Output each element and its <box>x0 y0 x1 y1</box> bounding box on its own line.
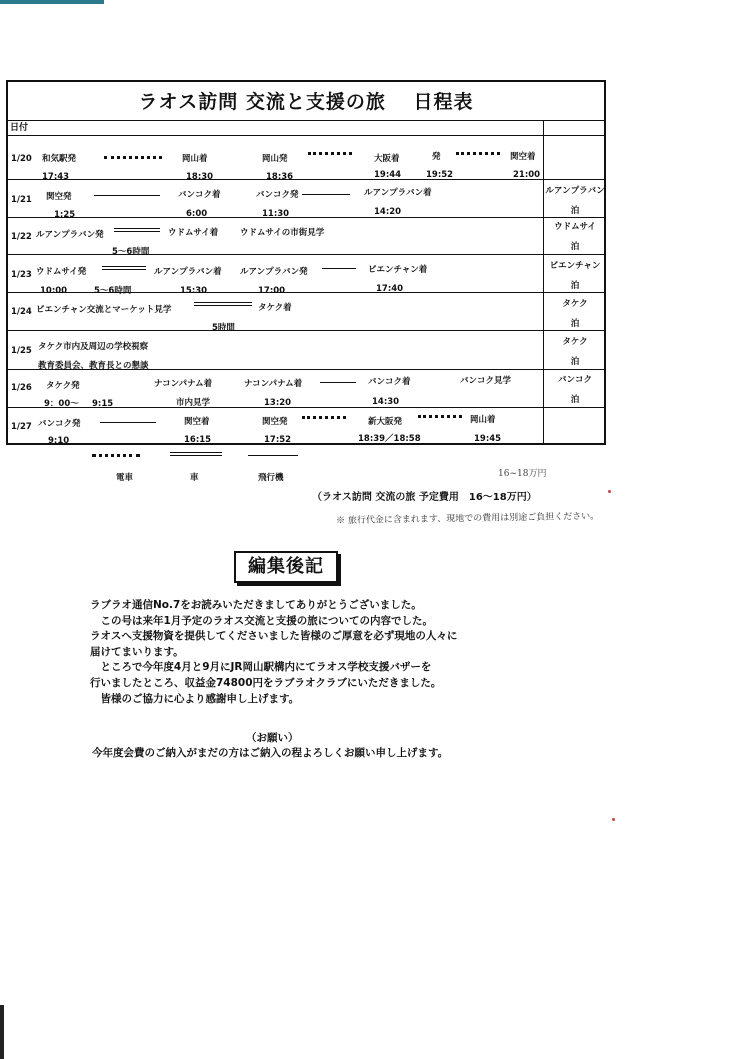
row-date: 1/23 <box>11 270 32 280</box>
lodging-stay: 泊 <box>570 281 580 291</box>
event: 関空着 <box>184 417 210 427</box>
row-date: 1/20 <box>11 154 32 164</box>
request-title: （お願い） <box>246 732 299 744</box>
row-date: 1/22 <box>11 232 32 242</box>
row-date: 1/27 <box>11 422 32 432</box>
event: ウドムサイの市街見学 <box>240 228 325 238</box>
event: バンコク着 <box>368 377 411 387</box>
legend-plane-mark <box>248 455 298 456</box>
date-column-header: 日付 <box>10 123 29 133</box>
activity: 市内見学 <box>176 398 211 408</box>
event: 岡山着 <box>470 415 496 425</box>
time: 9：00～ <box>44 399 79 409</box>
afterword-body <box>90 598 457 707</box>
afterword-line: ラオスへ支援物資を提供してくださいました皆様のご厚意を必ず現地の人々に <box>90 630 458 643</box>
time: 17:40 <box>376 284 404 294</box>
event: ナコンパナム着 <box>154 379 213 389</box>
time: 14:20 <box>374 207 402 217</box>
row-divider <box>8 330 604 331</box>
lodging-stay: 泊 <box>570 206 580 216</box>
afterword-line: この号は来年1月予定のラオス交流と支援の旅についての内容でした。 <box>90 614 433 627</box>
duration: 5～6時間 <box>112 247 150 257</box>
car-segment <box>102 266 146 270</box>
row-divider <box>8 254 604 255</box>
afterword-line: ところで今年度4月と9月にJR岡山駅構内にてラオス学校支援バザーを <box>90 661 432 674</box>
time: 19:44 <box>374 170 402 180</box>
time: 1:25 <box>54 210 76 220</box>
afterword-line: ラブラオ通信No.7をお読みいただきましてありがとうございました。 <box>90 599 422 611</box>
lodging-stay: 泊 <box>570 319 580 329</box>
car-segment <box>194 302 252 306</box>
legend-train-mark <box>92 454 140 457</box>
time: 17:52 <box>264 435 292 445</box>
event: タケク着 <box>258 303 292 313</box>
duration: 5時間 <box>212 323 235 333</box>
time: 15:30 <box>180 286 208 296</box>
time: 13:20 <box>264 398 292 408</box>
scan-edge-mark <box>0 1005 4 1059</box>
plane-segment <box>322 268 356 269</box>
event: 岡山発 <box>262 154 288 164</box>
car-segment <box>114 228 160 232</box>
time: 21:00 <box>513 170 541 180</box>
afterword-line: 届けてまいります。 <box>90 645 184 658</box>
event: バンコク見学 <box>460 376 512 386</box>
scan-speck <box>612 818 615 821</box>
lodging-stay: 泊 <box>570 395 580 405</box>
legend-car-mark <box>170 452 222 456</box>
row-date: 1/21 <box>11 195 32 205</box>
event: タケク市内及周辺の学校視察 <box>38 342 149 352</box>
time: 11:30 <box>262 209 290 219</box>
row-date: 1/24 <box>11 307 32 317</box>
plane-segment <box>302 194 350 195</box>
lodging-place: バンコク <box>557 375 592 385</box>
scan-edge-mark <box>0 0 104 4</box>
event: 関空着 <box>510 152 536 162</box>
lodging-place: ルアンプラバン <box>545 186 605 196</box>
row-divider <box>8 217 604 218</box>
handwritten-cost: 16~18万円 <box>498 469 547 479</box>
lodging-stay: 泊 <box>570 357 580 367</box>
train-segment <box>456 152 500 155</box>
time: 9:10 <box>48 436 70 446</box>
event: バンコク着 <box>178 190 221 200</box>
plane-segment <box>100 422 156 423</box>
event: ウドムサイ着 <box>168 228 219 238</box>
cost-note: （ラオス訪問 交流の旅 予定費用 16～18万円） <box>312 492 537 503</box>
legend-plane: 飛行機 <box>258 473 284 483</box>
event: バンコク発 <box>38 419 81 429</box>
row-date: 1/25 <box>11 346 32 356</box>
train-segment <box>104 156 162 159</box>
event: 大阪着 <box>374 154 400 164</box>
time: 18:36 <box>266 172 294 182</box>
row-divider <box>8 135 604 136</box>
time: 17:00 <box>258 286 286 296</box>
event: 関空発 <box>46 192 72 202</box>
legend-car: 車 <box>190 473 199 483</box>
time: 9:15 <box>92 399 114 409</box>
train-segment <box>308 152 352 155</box>
event: 新大阪発 <box>368 417 403 427</box>
time: 16:15 <box>184 435 212 445</box>
duration: 5～6時間 <box>94 286 132 296</box>
event: 関空発 <box>262 417 288 427</box>
event: ルアンプラバン着 <box>364 188 432 198</box>
lodging-place: ウドムサイ <box>554 222 596 232</box>
time: 6:00 <box>186 209 208 219</box>
train-segment <box>302 416 346 419</box>
request-text: 今年度会費のご納入がまだの方はご納入の程よろしくお願い申し上げます。 <box>92 747 449 759</box>
event: ビエンチャン交流とマーケット見学 <box>36 305 172 315</box>
time: 10:00 <box>40 286 68 296</box>
schedule-title: ラオス訪問 交流と支援の旅 日程表 <box>8 82 604 121</box>
afterword-heading: 編集後記 <box>234 551 338 583</box>
event: ルアンプラバン着 <box>154 267 222 277</box>
event: 岡山着 <box>182 154 208 164</box>
plane-segment <box>94 195 160 196</box>
time: 14:30 <box>372 397 400 407</box>
time: 19:52 <box>426 170 454 180</box>
event: タケク発 <box>46 381 80 391</box>
event: ナコンパナム着 <box>244 379 303 389</box>
time: 17:43 <box>42 172 70 182</box>
plane-segment <box>320 382 356 383</box>
event: 発 <box>432 152 441 162</box>
lodging-stay: 泊 <box>570 242 580 252</box>
scan-speck <box>608 490 611 493</box>
lodging-place: ビエンチャン <box>549 261 601 271</box>
schedule-table <box>6 80 606 445</box>
event: バンコク発 <box>256 190 299 200</box>
event: ウドムサイ発 <box>36 267 87 277</box>
time: 19:45 <box>474 434 502 444</box>
event: ルアンプラバン発 <box>240 267 308 277</box>
afterword-line: 行いましたところ、収益金74800円をラブラオクラブにいただきました。 <box>90 676 442 689</box>
event: 教育委員会、教育長との懇談 <box>38 361 149 371</box>
lodging-place: タケク <box>562 337 588 347</box>
event: ビエンチャン着 <box>368 265 428 275</box>
handwritten-note: ※ 旅行代金に含まれます、現地での費用は別途ご負担ください。 <box>335 511 600 527</box>
time: 18:39／18:58 <box>358 434 421 444</box>
legend-train: 電車 <box>116 473 134 483</box>
event: ルアンプラバン発 <box>36 230 104 240</box>
train-segment <box>418 415 462 418</box>
event: 和気駅発 <box>42 154 77 164</box>
time: 18:30 <box>186 172 214 182</box>
afterword-line: 皆様のご協力に心より感謝申し上げます。 <box>90 692 300 705</box>
row-date: 1/26 <box>11 383 32 393</box>
lodging-place: タケク <box>562 299 588 309</box>
